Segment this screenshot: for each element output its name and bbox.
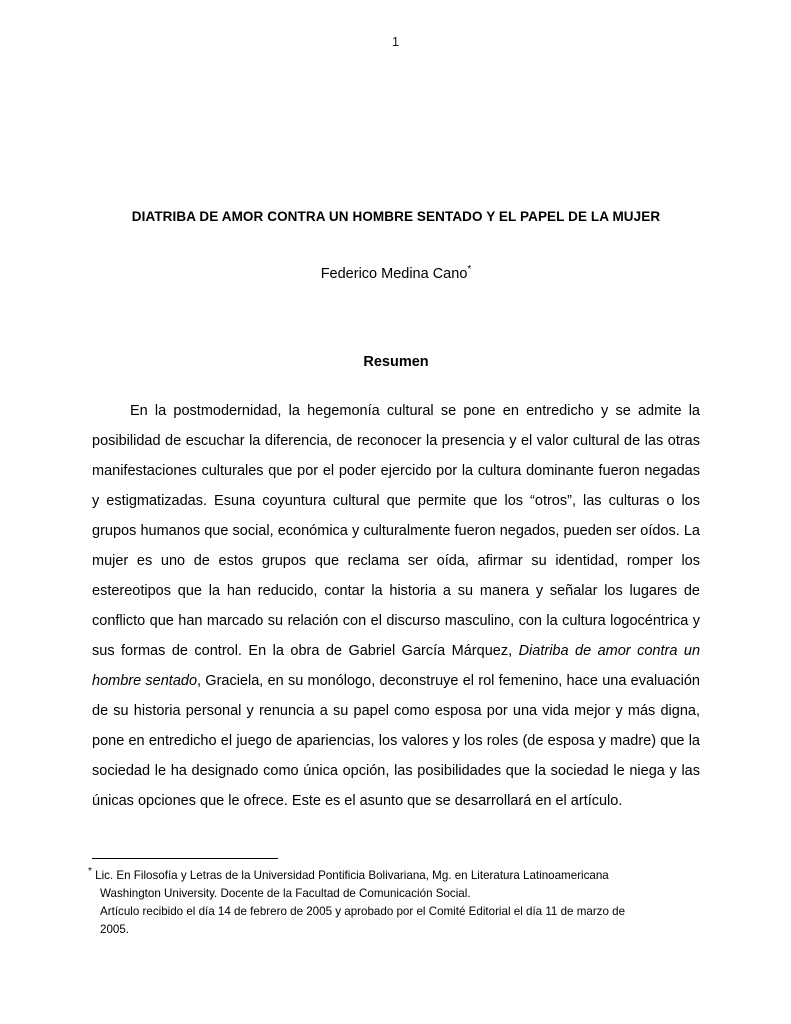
footnote-line-3: Artículo recibido el día 14 de febrero de 2005 y aprobado por el Comité Editorial el día 11 de marzo de — [100, 904, 626, 918]
footnote-line-1 — [88, 864, 700, 885]
abstract-text-part2: , Graciela, en su monólogo, deconstruye el rol femenino, hace una evaluación de su historia personal y renuncia a su papel como esposa por una vida mejor y más digna, pone en entredicho el juego de apariencias, los valores y los roles (de esposa y madre) que la sociedad le ha designado como única opción, las posibilidades que la sociedad le niega y las únicas opciones que le ofrece. Este es el asunto que se desarrollará en el artículo. — [92, 673, 700, 810]
page-title: DIATRIBA DE AMOR CONTRA UN HOMBRE SENTADO Y EL PAPEL DE LA MUJER — [131, 209, 661, 224]
footnote-line-4: 2005. — [100, 922, 130, 936]
author-name: Federico Medina Cano — [320, 265, 468, 282]
section-heading-resumen: Resumen — [363, 354, 429, 371]
page-number: 1 — [391, 34, 400, 49]
abstract-paragraph — [92, 396, 700, 816]
footnote-text-1: Lic. En Filosofía y Letras de la Universidad Pontificia Bolivariana, Mg. en Literatura Latinoamericana — [91, 868, 609, 882]
author-line — [92, 263, 700, 284]
abstract-work-title: Diatriba de amor contra un hombre sentado — [92, 643, 701, 690]
footnote-separator — [92, 858, 278, 859]
footnote-line-2: Washington University. Docente de la Facultad de Comunicación Social. — [100, 886, 471, 900]
footnote-marker: * — [88, 866, 92, 877]
footnote-block — [88, 864, 700, 939]
abstract-text-part1: En la postmodernidad, la hegemonía cultural se pone en entredicho y se admite la posibilidad de escuchar la diferencia, de reconocer la presencia y el valor cultural de las otras manifestaciones culturales que por el poder ejercido por la cultura dominante fueron negadas y estigmatizadas. Esuna coyuntura cultural que permite que los “otros”, las culturas o los grupos humanos que social, económica y culturalmente fueron negados, pueden ser oídos. La mujer es uno de estos grupos que reclama ser oída, afirmar su identidad, romper los estereotipos que la han reducido, contar la historia a su manera y señalar los lugares de conflicto que han marcado su relación con el discurso masculino, con la cultura logocéntrica y sus formas de control. En la obra de Gabriel García Márquez, — [92, 403, 700, 660]
document-body — [92, 208, 700, 831]
author-footnote-marker: * — [467, 263, 472, 275]
